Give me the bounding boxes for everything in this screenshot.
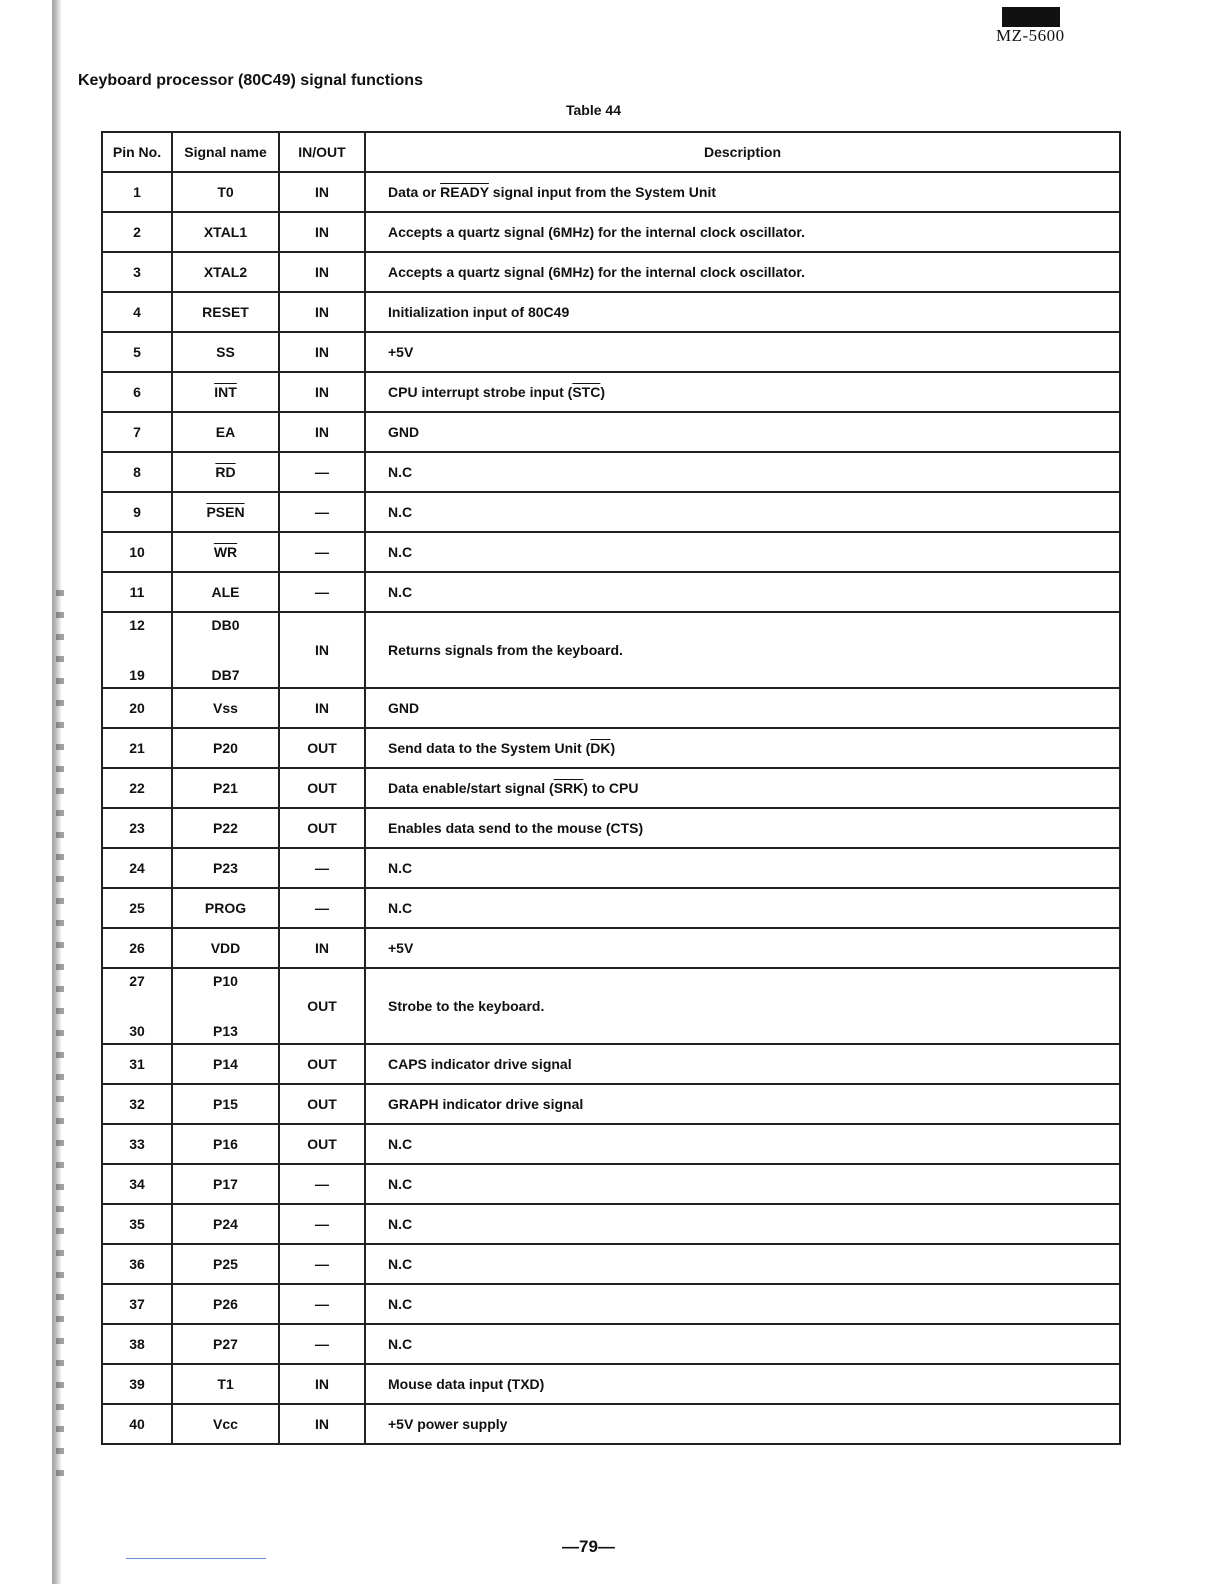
pin-range-end: 30 [129,1023,145,1039]
pin-number-cell: 37 [102,1284,172,1324]
pin-number-cell: 10 [102,532,172,572]
io-direction-cell: IN [279,372,365,412]
description-cell [365,372,1120,412]
description-cell: GND [365,412,1120,452]
col-header-signal: Signal name [172,132,279,172]
pin-number-cell: 34 [102,1164,172,1204]
signal-name-cell [172,1364,279,1404]
description-cell: GND [365,688,1120,728]
io-direction-cell: IN [279,612,365,688]
signal-name-cell [172,808,279,848]
signal-name-cell [172,172,279,212]
io-direction-cell: OUT [279,1044,365,1084]
signal-name: P17 [213,1176,238,1192]
io-direction-cell: — [279,572,365,612]
model-number: MZ-5600 [996,26,1065,45]
table-row [102,412,1120,452]
signal-name: P21 [213,780,238,796]
description-cell: N.C [365,888,1120,928]
table-row [102,572,1120,612]
pin-number-cell [102,968,172,1044]
pin-number-cell: 38 [102,1324,172,1364]
table-row [102,1164,1120,1204]
table-row [102,1044,1120,1084]
signal-name: PROG [204,900,247,916]
signal-name-cell [172,292,279,332]
pin-number-cell: 3 [102,252,172,292]
table-row [102,532,1120,572]
signal-name-cell [172,492,279,532]
description-text: ) [610,740,616,756]
pin-number-cell: 7 [102,412,172,452]
description-cell [365,728,1120,768]
table-row [102,1244,1120,1284]
signal-name: RESET [202,304,249,320]
io-direction-cell: IN [279,212,365,252]
description-cell: Mouse data input (TXD) [365,1364,1120,1404]
table-row [102,1084,1120,1124]
signal-name: P24 [213,1216,238,1232]
scan-shadow-marks [56,590,64,1490]
table-row [102,292,1120,332]
signal-name-cell [172,612,279,688]
signal-name-cell [172,728,279,768]
io-direction-cell: — [279,532,365,572]
pin-number-cell: 6 [102,372,172,412]
table-row [102,1364,1120,1404]
pin-number-cell: 4 [102,292,172,332]
signal-table [101,131,1121,1445]
pin-number-cell: 23 [102,808,172,848]
pin-number-cell: 25 [102,888,172,928]
signal-name: EA [215,424,236,440]
signal-name-cell [172,572,279,612]
signal-name-cell [172,372,279,412]
description-cell: N.C [365,492,1120,532]
description-cell: Returns signals from the keyboard. [365,612,1120,688]
page-number: —79— [562,1537,615,1556]
pin-number-cell: 35 [102,1204,172,1244]
io-direction-cell: — [279,452,365,492]
pin-number-cell: 8 [102,452,172,492]
signal-name-cell [172,452,279,492]
pin-number-cell: 11 [102,572,172,612]
table-header-row [102,132,1120,172]
table-body [102,172,1120,1444]
table-row [102,1404,1120,1444]
col-header-description: Description [365,132,1120,172]
signal-name-cell [172,968,279,1044]
signal-name: P27 [213,1336,238,1352]
signal-name: P26 [213,1296,238,1312]
description-cell: N.C [365,452,1120,492]
signal-name-cell [172,928,279,968]
signal-name-cell [172,1164,279,1204]
col-header-io: IN/OUT [279,132,365,172]
pin-number-cell: 24 [102,848,172,888]
signal-name: Vcc [213,1416,238,1432]
pin-number-cell: 9 [102,492,172,532]
table-row [102,968,1120,1044]
signal-name-cell [172,1124,279,1164]
description-cell: GRAPH indicator drive signal [365,1084,1120,1124]
signal-name-cell [172,212,279,252]
signal-name: P16 [213,1136,238,1152]
description-text: ) to CPU [583,780,639,796]
description-cell: N.C [365,1244,1120,1284]
signal-name: SS [216,344,235,360]
pin-range-start: 27 [129,973,145,989]
description-cell: N.C [365,1284,1120,1324]
pin-number-cell: 36 [102,1244,172,1284]
signal-name: P25 [213,1256,238,1272]
table-row [102,768,1120,808]
signal-name: $\overline{INT}$ [214,384,237,400]
pin-number-cell: 22 [102,768,172,808]
active-low-signal: $\overline{SRK}$ [553,780,584,796]
pin-number-cell: 26 [102,928,172,968]
signal-range-start: P10 [213,973,238,989]
io-direction-cell: IN [279,252,365,292]
signal-name: P20 [213,740,238,756]
pin-number-cell: 2 [102,212,172,252]
table-row [102,728,1120,768]
signal-name: ALE [211,584,240,600]
table-row [102,372,1120,412]
description-text: Data enable/start signal ( [388,780,554,796]
table-caption: Table 44 [566,102,621,118]
pin-number-cell [102,612,172,688]
signal-name-cell [172,688,279,728]
signal-name-cell [172,848,279,888]
io-direction-cell: IN [279,1364,365,1404]
pin-number-cell: 5 [102,332,172,372]
description-cell: N.C [365,1124,1120,1164]
table-row [102,1324,1120,1364]
signal-range-start: DB0 [211,617,240,633]
table-row [102,1204,1120,1244]
signal-name-cell [172,1084,279,1124]
description-cell: Strobe to the keyboard. [365,968,1120,1044]
signal-name: P14 [213,1056,238,1072]
signal-name-cell [172,412,279,452]
io-direction-cell: IN [279,1404,365,1444]
description-text: signal input from the System Unit [488,184,717,200]
description-cell: N.C [365,1164,1120,1204]
io-direction-cell: IN [279,928,365,968]
description-cell [365,768,1120,808]
io-direction-cell: IN [279,688,365,728]
table-row [102,848,1120,888]
corner-tab-mark [1002,7,1060,27]
pin-number-cell: 20 [102,688,172,728]
description-cell: +5V [365,928,1120,968]
signal-name-cell [172,888,279,928]
table-row [102,928,1120,968]
io-direction-cell: — [279,848,365,888]
signal-name: XTAL1 [203,224,248,240]
table-row [102,688,1120,728]
io-direction-cell: IN [279,292,365,332]
signal-name-cell [172,252,279,292]
description-cell: N.C [365,532,1120,572]
table-row [102,1284,1120,1324]
description-text: Send data to the System Unit ( [388,740,591,756]
io-direction-cell: — [279,1244,365,1284]
pin-range-end: 19 [129,667,145,683]
description-text: ) [600,384,605,400]
io-direction-cell: — [279,888,365,928]
description-cell: Accepts a quartz signal (6MHz) for the internal clock oscillator. [365,212,1120,252]
signal-name-cell [172,768,279,808]
signal-range-end: DB7 [211,667,240,683]
signal-name-cell [172,1324,279,1364]
description-cell: Accepts a quartz signal (6MHz) for the internal clock oscillator. [365,252,1120,292]
active-low-signal: READY [440,184,489,200]
table-row [102,808,1120,848]
pin-number-cell: 1 [102,172,172,212]
io-direction-cell: OUT [279,808,365,848]
signal-name: $\overline{RD}$ [215,464,236,480]
table-row [102,1124,1120,1164]
pin-number-cell: 33 [102,1124,172,1164]
pin-number-cell: 39 [102,1364,172,1404]
description-cell: Initialization input of 80C49 [365,292,1120,332]
signal-name: T1 [217,1376,234,1392]
signal-name: P15 [213,1096,238,1112]
signal-name-cell [172,1284,279,1324]
io-direction-cell: IN [279,412,365,452]
io-direction-cell: IN [279,172,365,212]
io-direction-cell: — [279,1204,365,1244]
io-direction-cell: OUT [279,1124,365,1164]
signal-name: T0 [217,184,234,200]
pin-number-cell: 31 [102,1044,172,1084]
io-direction-cell: — [279,1284,365,1324]
table-row [102,888,1120,928]
footer-rule [126,1558,266,1559]
description-cell: CAPS indicator drive signal [365,1044,1120,1084]
table-row [102,172,1120,212]
pin-range-start: 12 [129,617,145,633]
signal-name-cell [172,1204,279,1244]
description-cell: +5V power supply [365,1404,1120,1444]
active-low-signal: $\overline{DK}$ [590,740,611,756]
description-cell: N.C [365,572,1120,612]
table-row [102,332,1120,372]
description-cell: +5V [365,332,1120,372]
signal-name: Vss [213,700,238,716]
signal-name: P23 [213,860,238,876]
io-direction-cell: OUT [279,768,365,808]
signal-name-cell [172,332,279,372]
io-direction-cell: — [279,1324,365,1364]
signal-range-end: P13 [213,1023,238,1039]
table-row [102,612,1120,688]
pin-number-cell: 21 [102,728,172,768]
page-title: Keyboard processor (80C49) signal functions [78,72,423,89]
description-text: CPU interrupt strobe input ( [388,384,573,400]
signal-name: $\overline{WR}$ [213,544,238,560]
table-row [102,492,1120,532]
signal-name-cell [172,1244,279,1284]
io-direction-cell: — [279,1164,365,1204]
signal-name-cell [172,532,279,572]
table-row [102,452,1120,492]
description-cell: N.C [365,848,1120,888]
io-direction-cell: — [279,492,365,532]
description-cell: Enables data send to the mouse (CTS) [365,808,1120,848]
io-direction-cell: OUT [279,728,365,768]
io-direction-cell: OUT [279,1084,365,1124]
description-cell: N.C [365,1324,1120,1364]
description-cell [365,172,1120,212]
description-text: Data or [388,184,441,200]
signal-name: VDD [210,940,241,956]
io-direction-cell: IN [279,332,365,372]
pin-number-cell: 40 [102,1404,172,1444]
signal-name-cell [172,1404,279,1444]
signal-name: XTAL2 [203,264,248,280]
active-low-signal: $\overline{STC}$ [572,384,601,400]
signal-name: P22 [213,820,238,836]
io-direction-cell: OUT [279,968,365,1044]
pin-number-cell: 32 [102,1084,172,1124]
col-header-pin: Pin No. [102,132,172,172]
description-cell: N.C [365,1204,1120,1244]
signal-name: PSEN [206,504,245,520]
table-row [102,252,1120,292]
signal-name-cell [172,1044,279,1084]
table-row [102,212,1120,252]
